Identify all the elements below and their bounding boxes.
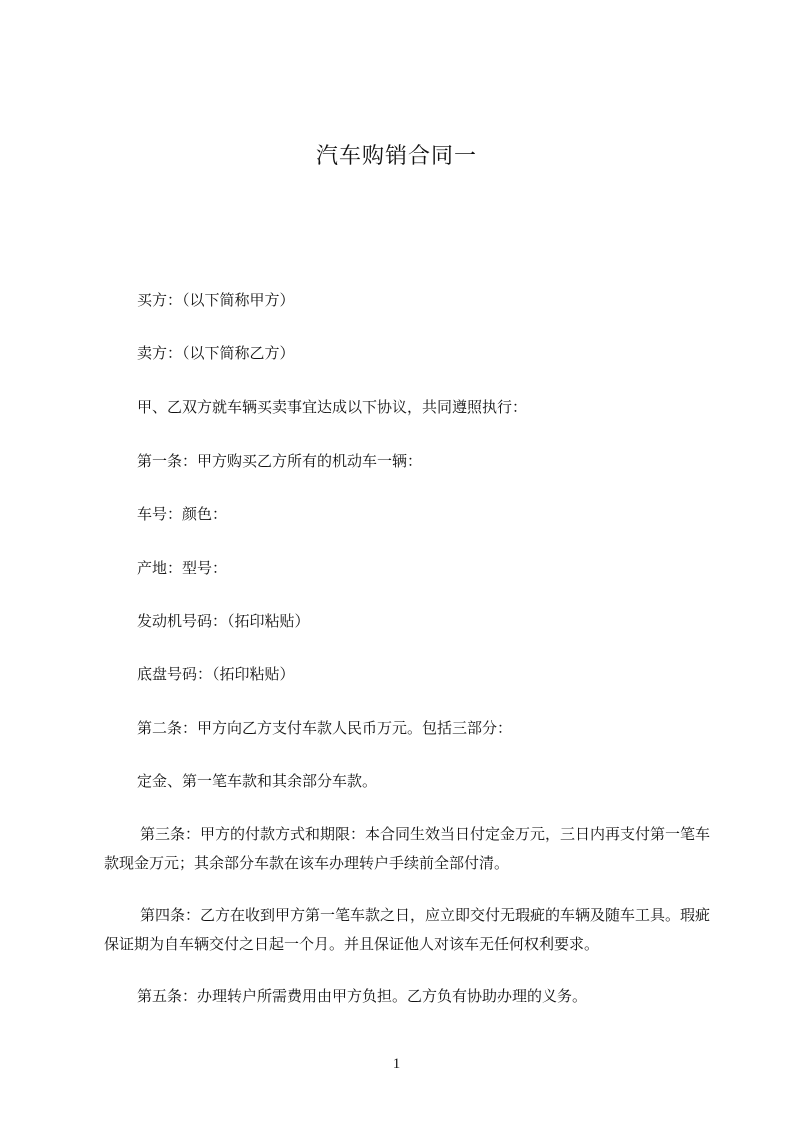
paragraph-article-2-parts: 定金、第一笔车款和其余部分车款。 xyxy=(137,772,378,790)
paragraph-article-5: 第五条：办理转户所需费用由甲方负担。乙方负有协助办理的义务。 xyxy=(137,987,588,1005)
paragraph-plate-color: 车号：颜色： xyxy=(137,505,228,523)
page-number: 1 xyxy=(392,1056,401,1072)
paragraph-chassis-number: 底盘号码：（拓印粘贴） xyxy=(137,665,295,683)
paragraph-origin-model: 产地：型号： xyxy=(137,559,228,577)
paragraph-agreement-intro: 甲、乙双方就车辆买卖事宜达成以下协议，共同遵照执行： xyxy=(137,398,528,416)
paragraph-article-2: 第二条：甲方向乙方支付车款人民币万元。包括三部分： xyxy=(137,719,513,737)
paragraph-buyer: 买方：（以下简称甲方） xyxy=(137,291,295,309)
paragraph-article-3: 第三条：甲方的付款方式和期限：本合同生效当日付定金万元，三日内再支付第一笔车款现金万元；其余部分车款在该车办理转户手续前全部付清。 xyxy=(104,825,711,872)
document-title: 汽车购销合同一 xyxy=(315,144,477,169)
paragraph-seller: 卖方：（以下简称乙方） xyxy=(137,344,295,362)
paragraph-article-1: 第一条：甲方购买乙方所有的机动车一辆： xyxy=(137,452,423,470)
paragraph-article-4: 第四条：乙方在收到甲方第一笔车款之日，应立即交付无瑕疵的车辆及随车工具。瑕疵保证期为自车辆交付之日起一个月。并且保证他人对该车无任何权利要求。 xyxy=(104,906,711,953)
paragraph-engine-number: 发动机号码：（拓印粘贴） xyxy=(137,612,310,630)
